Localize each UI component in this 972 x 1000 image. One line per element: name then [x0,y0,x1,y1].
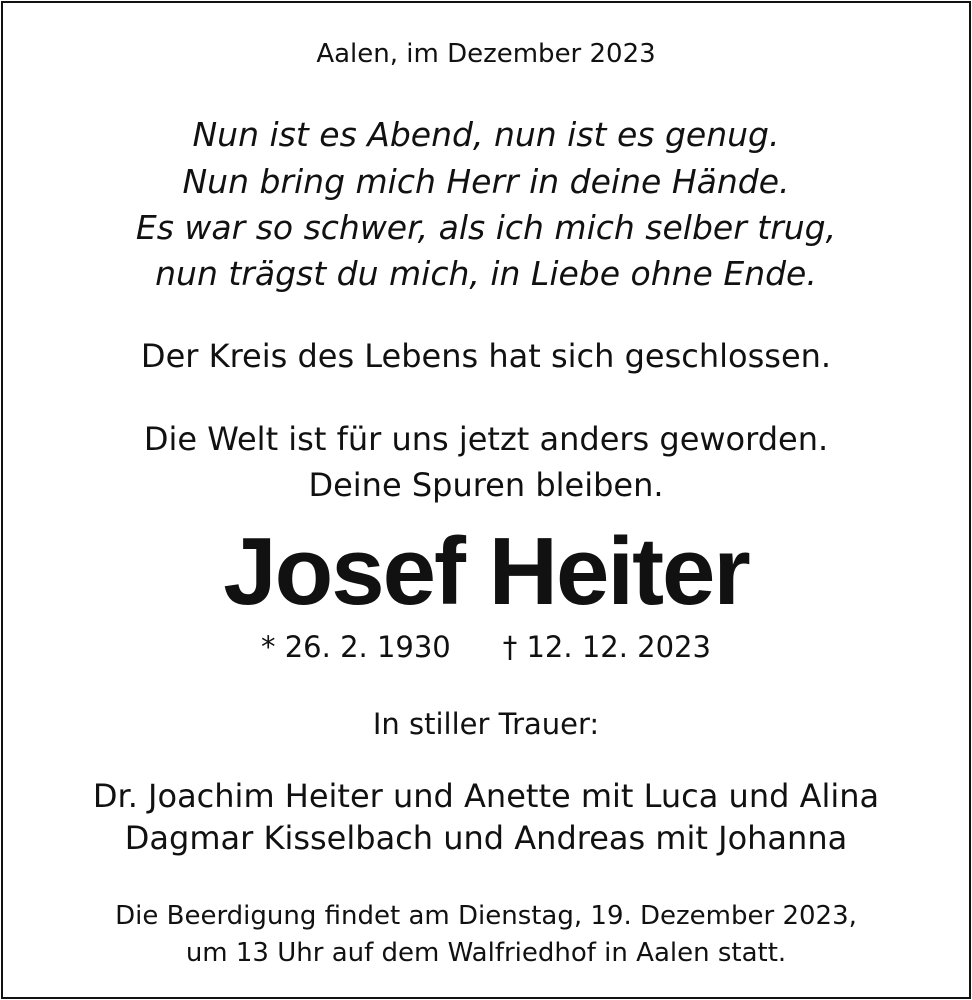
circle-of-life-line: Der Kreis des Lebens hat sich geschlossen. [140,337,832,375]
life-dates [0,630,972,664]
birth-date: * 26. 2. 1930 [261,630,451,664]
poem-line: nun trägst du mich, in Liebe ohne Ende. [155,254,817,293]
mourner-family: Dr. Joachim Heiter und Anette mit Luca und Alina [92,777,880,815]
poem-line: Es war so schwer, als ich mich selber trug, [135,208,837,247]
mourner-family: Dagmar Kisselbach und Andreas mit Johanna [124,819,848,857]
funeral-notice-line: um 13 Uhr auf dem Walfriedhof in Aalen statt. [185,938,787,968]
dateline: Aalen, im Dezember 2023 [316,39,656,69]
poem-line: Nun ist es Abend, nun ist es genug. [192,115,780,154]
deceased-name: Josef Heiter [223,518,749,625]
traces-remain-line: Deine Spuren bleiben. [308,466,664,504]
death-date: † 12. 12. 2023 [502,630,711,664]
world-changed-line: Die Welt ist für uns jetzt anders geworden. [143,420,829,458]
poem-line: Nun bring mich Herr in deine Hände. [182,162,790,201]
funeral-notice-line: Die Beerdigung findet am Dienstag, 19. Dezember 2023, [115,901,857,931]
mourning-heading: In stiller Trauer: [372,707,600,741]
